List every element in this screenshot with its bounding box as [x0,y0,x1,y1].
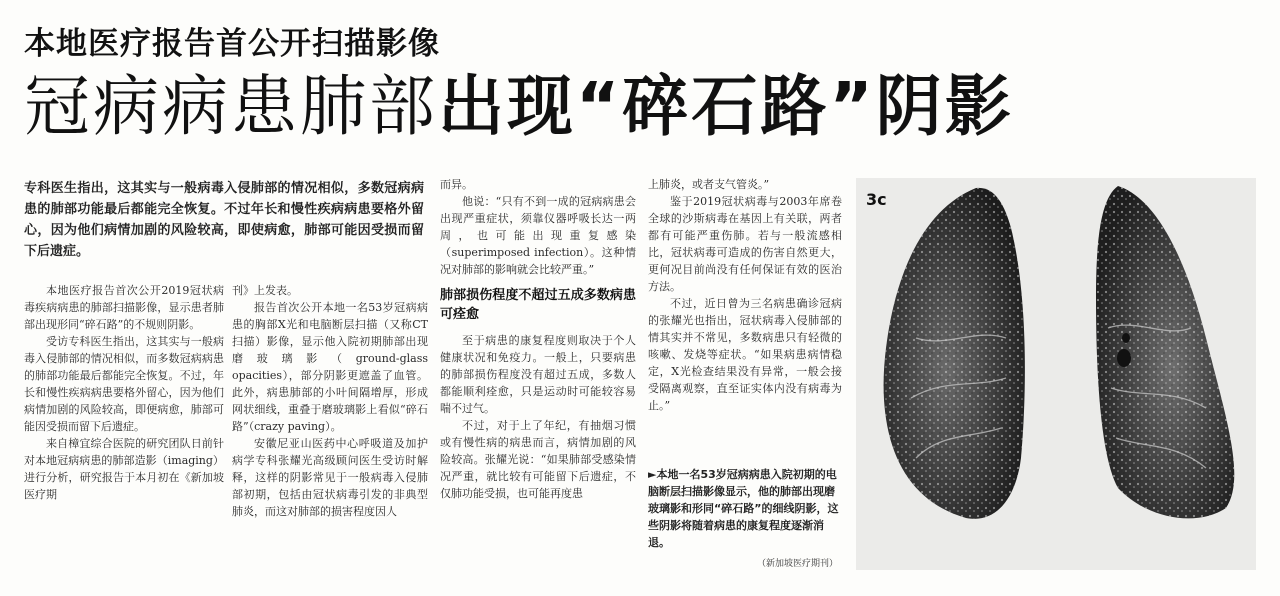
kicker-headline: 本地医疗报告首公开扫描影像 [24,26,440,62]
main-headline [24,60,1014,153]
paragraph: 受访专科医生指出，这其实与一般病毒入侵肺部的情况相似，而多数冠病病患的肺部功能最后都能完全恢复。不过，年长和慢性疾病病患要格外留心，因为他们病情加剧的风险较高，即便病愈，肺部可能因受损而留下后遗症。 [24,335,224,433]
paragraph: 来自樟宜综合医院的研究团队日前针对本地冠病病患的肺部造影（imaging）进行分析，研究报告于本月初在《新加坡医疗期 [24,437,224,501]
paragraph: 至于病患的康复程度则取决于个人健康状况和免疫力。一般上，只要病患的肺部损伤程度没有超过五成，多数人都能顺利痊愈，只是运动时可能较容易喘不过气。 [440,334,636,415]
headline-bold-part: 出现“碎石路”阴影 [438,68,1014,145]
bronchus-dot [1117,349,1131,367]
paragraph: 刊》上发表。 [232,284,298,297]
lead-paragraph: 专科医生指出，这其实与一般病毒入侵肺部的情况相似，多数冠病病患的肺部功能最后都能完全恢复。不过年长和慢性疾病病患要格外留心，因为他们病情加剧的风险较高，即使病愈，肺部可能因受损而留下后遗症。 [24,181,424,259]
photo-caption: ►本地一名53岁冠病病患入院初期的电脑断层扫描影像显示，他的肺部出现磨玻璃影和形同“碎石路”的细线阴影，这些阴影将随着病患的康复程度逐渐消退。 [648,468,839,549]
paragraph: 鉴于2019冠状病毒与2003年席卷全球的沙斯病毒在基因上有关联，两者都有可能严重伤肺。若与一般流感相比，冠状病毒可造成的伤害自然更大，更何况目前尚没有任何保证有效的医治方法。 [648,195,842,293]
figure-label: 3c [866,190,887,209]
paragraph: 他说：“只有不到一成的冠病病患会出现严重症状，须靠仪器呼吸长达一两周，也可能出现重复感染（superimposed infection）。这种情况对肺部的影响就会比较严重。” [440,195,636,276]
section-subhead: 肺部损伤程度不超过五成多数病患可痊愈 [440,288,636,322]
lung-ct-illustration [856,178,1256,570]
article-column-3 [440,176,636,584]
article-column-4 [648,176,842,456]
paragraph: 上肺炎，或者支气管炎。” [648,178,770,191]
paragraph: 不过，近日曾为三名病患确诊冠病的张耀光也指出，冠状病毒入侵肺部的情其实并不常见，多数病患只有轻微的咳嗽、发烧等症状。“如果病患病情稳定，X光检查结果没有异常，一般会接受隔离观察，直至证实体内没有病毒为止。” [648,297,842,412]
article-column-1 [24,282,224,582]
paragraph: 不过，对于上了年纪，有抽烟习惯或有慢性病的病患而言，病情加剧的风险较高。张耀光说：“如果肺部受感染情况严重，就比较有可能留下后遗症，不仅肺功能受损，也可能再度患 [440,419,636,500]
paragraph: 报告首次公开本地一名53岁冠病病患的胸部X光和电脑断层扫描（又称CT扫描）影像，显示他入院初期肺部出现磨玻璃影（ground-glass opacities），部分阴影更遮盖了血管。此外，病患肺部的小叶间隔增厚，形成网状细线，重叠于磨玻璃影上看似“碎石路”（crazy paving）。 [232,301,428,433]
paragraph: 而异。 [440,178,473,191]
headline-light-part: 冠病病患肺部 [24,68,438,145]
paragraph: 安徽尼亚山医药中心呼吸道及加护病学专科张耀光高级顾问医生受访时解释，这样的阴影常见于一般病毒入侵肺部初期，包括由冠状病毒引发的非典型肺炎，而这对肺部的损害程度因人 [232,437,428,518]
photo-credit: （新加坡医疗期刊） [756,559,838,569]
article-column-2 [232,282,428,582]
ct-scan-image [856,178,1256,570]
paragraph: 本地医疗报告首次公开2019冠状病毒疾病病患的肺部扫描影像，显示患者肺部出现形同“碎石路”的不规则阴影。 [24,284,224,331]
